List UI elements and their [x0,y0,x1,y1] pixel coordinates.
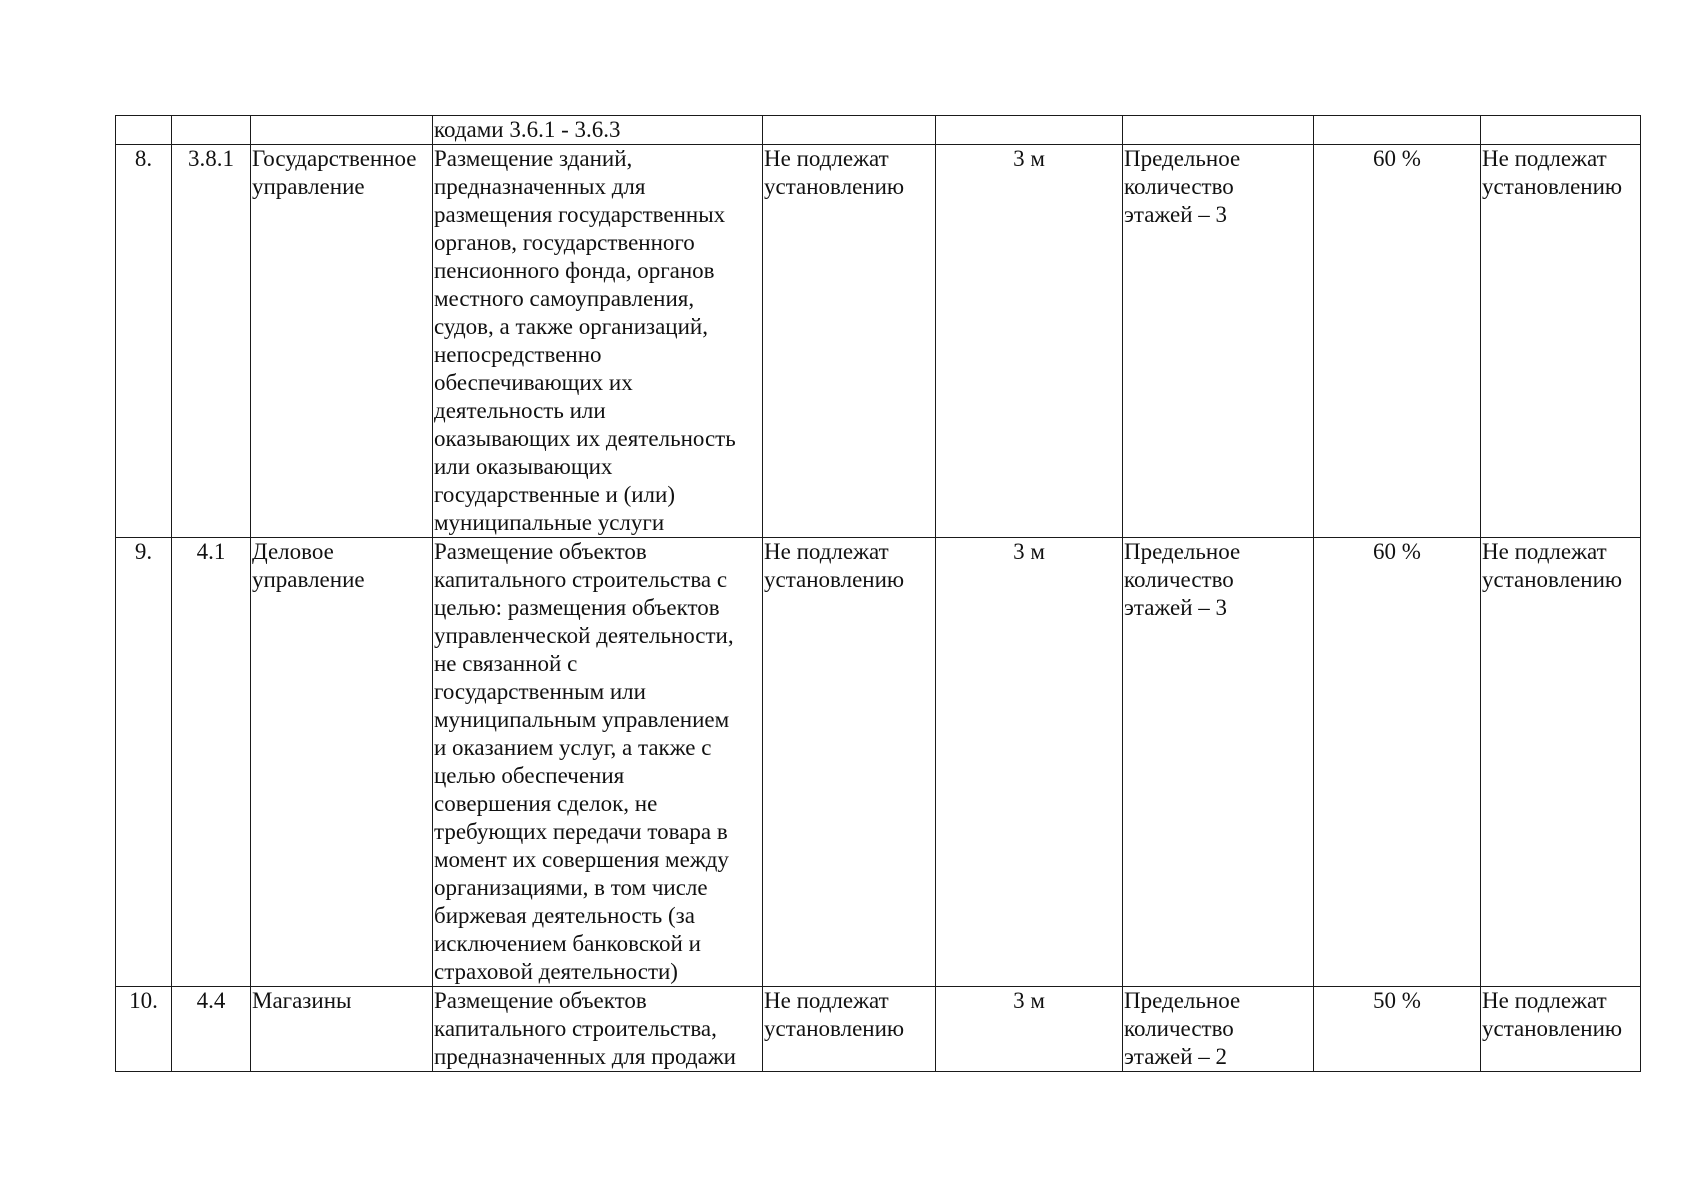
floors-cell: Предельное количество этажей – 3 [1123,538,1314,987]
other-params-cell [1481,116,1641,145]
description-cell: Размещение зданий, предназначенных для размещения государственных органов, государственного пенсионного фонда, органов местного самоуправления, судов, а также организаций, непосредственно обеспечивающих их деятельность или оказывающих их деятельность или оказывающих государственные и (или) муниципальные услуги [433,145,763,538]
coverage-cell: 50 % [1314,987,1481,1072]
use-name-cell: Магазины [251,987,433,1072]
setback-cell: 3 м [936,145,1123,538]
use-name-cell: Деловое управление [251,538,433,987]
coverage-cell: 60 % [1314,538,1481,987]
use-name-cell: Государственное управление [251,145,433,538]
row-number-cell: 8. [116,145,172,538]
floors-cell: Предельное количество этажей – 2 [1123,987,1314,1072]
setback-cell: 3 м [936,538,1123,987]
description-cell: кодами 3.6.1 - 3.6.3 [433,116,763,145]
coverage-cell [1314,116,1481,145]
row-number-cell: 9. [116,538,172,987]
table-row [116,538,1641,987]
table-row [116,145,1641,538]
floors-cell [1123,116,1314,145]
other-params-cell: Не подлежат установлению [1481,987,1641,1072]
code-cell: 4.1 [172,538,251,987]
other-params-cell: Не подлежат установлению [1481,538,1641,987]
setback-cell [936,116,1123,145]
table-row [116,116,1641,145]
plot-size-cell [763,116,936,145]
plot-size-cell: Не подлежат установлению [763,987,936,1072]
use-name-cell [251,116,433,145]
row-number-cell [116,116,172,145]
table-row [116,987,1641,1072]
setback-cell: 3 м [936,987,1123,1072]
floors-cell: Предельное количество этажей – 3 [1123,145,1314,538]
code-cell: 3.8.1 [172,145,251,538]
plot-size-cell: Не подлежат установлению [763,145,936,538]
code-cell [172,116,251,145]
land-use-regulations-table [115,115,1641,1072]
coverage-cell: 60 % [1314,145,1481,538]
description-cell: Размещение объектов капитального строительства, предназначенных для продажи [433,987,763,1072]
row-number-cell: 10. [116,987,172,1072]
description-cell: Размещение объектов капитального строительства с целью: размещения объектов управленческой деятельности, не связанной с государственным или муниципальным управлением и оказанием услуг, а также с целью обеспечения совершения сделок, не требующих передачи товара в момент их совершения между организациями, в том числе биржевая деятельность (за исключением банковской и страховой деятельности) [433,538,763,987]
code-cell: 4.4 [172,987,251,1072]
plot-size-cell: Не подлежат установлению [763,538,936,987]
other-params-cell: Не подлежат установлению [1481,145,1641,538]
